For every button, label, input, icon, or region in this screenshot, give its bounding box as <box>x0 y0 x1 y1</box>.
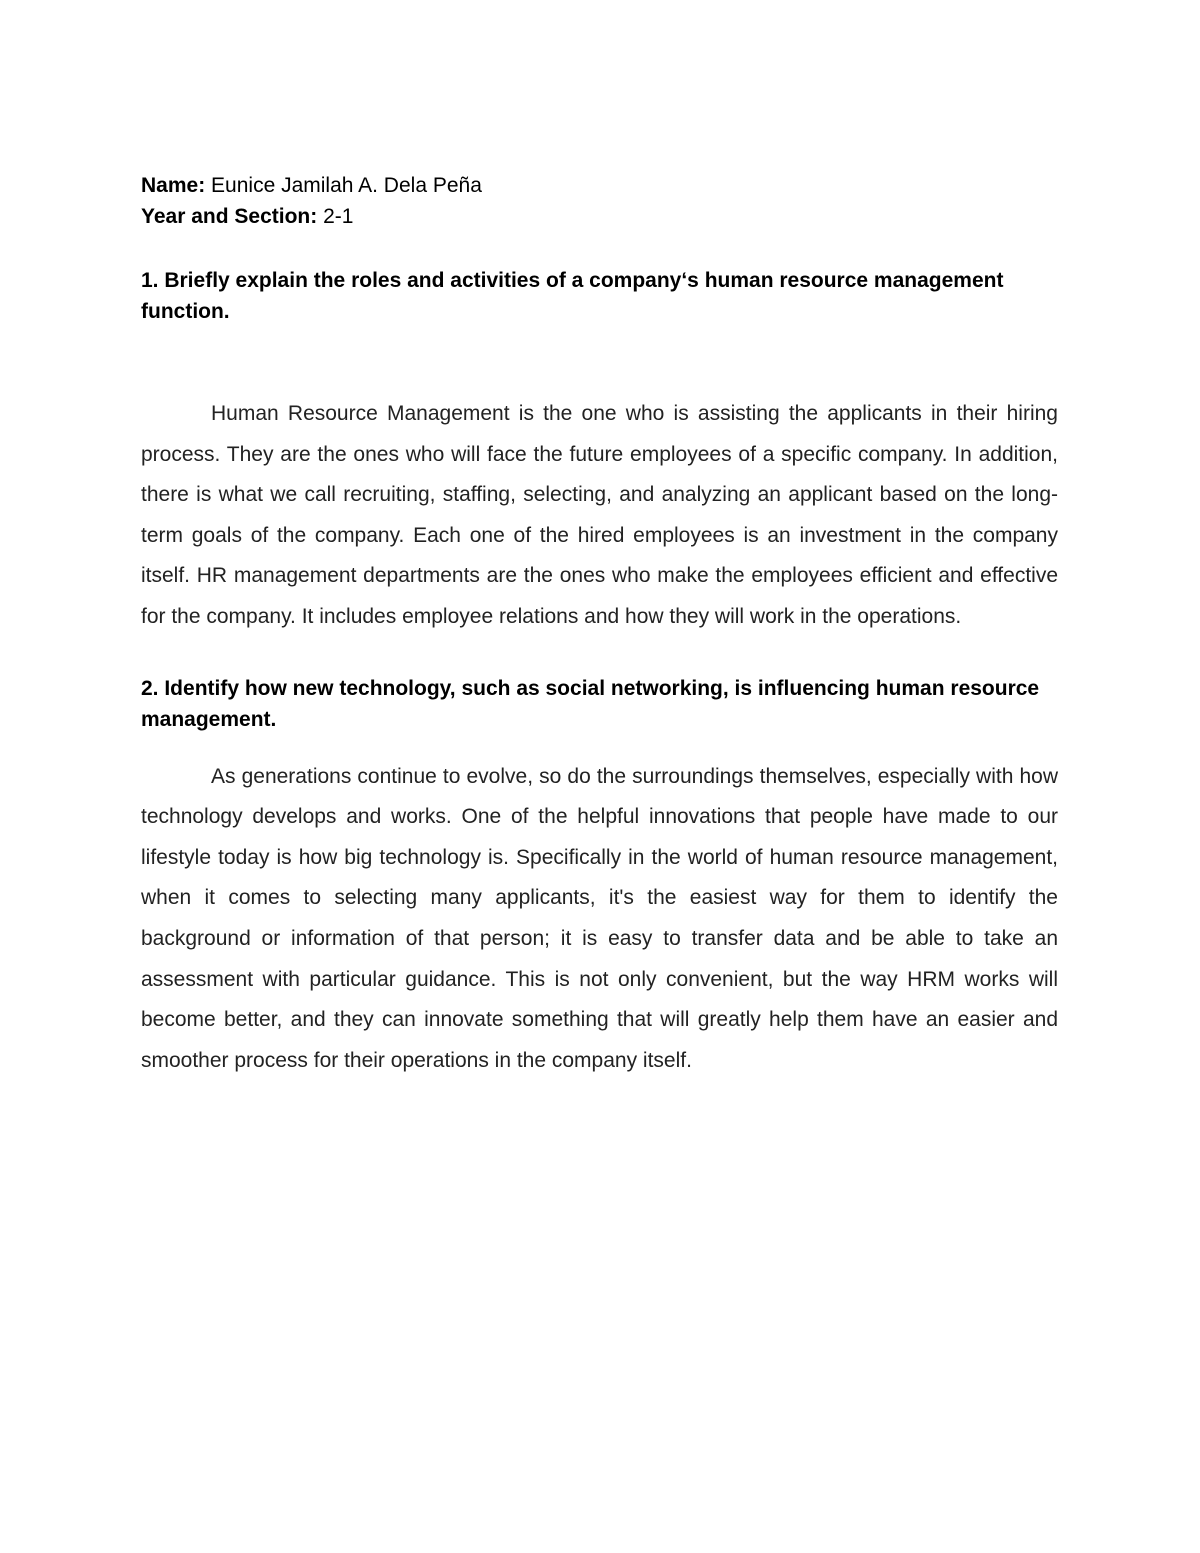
question-1: 1. Briefly explain the roles and activities of a company‘s human resource management function. <box>141 269 1004 323</box>
student-name-line <box>141 170 1058 201</box>
name-label: Name: <box>141 174 206 197</box>
document-body <box>141 170 1058 1081</box>
year-section-line <box>141 201 1058 232</box>
year-section-label: Year and Section: <box>141 205 318 228</box>
name-value: Eunice Jamilah A. Dela Peña <box>211 174 482 197</box>
year-section-value: 2-1 <box>323 205 354 228</box>
answer-2: As generations continue to evolve, so do the surroundings themselves, especially with how technology develops and works. One of the helpful innovations that people have made to our lifestyle today is how big technology is. Specifically in the world of human resource management, when it comes to selecting many applicants, it's the easiest way for them to identify the background or information of that person; it is easy to transfer data and be able to take an assessment with particular guidance. This is not only convenient, but the way HRM works will become better, and they can innovate something that will greatly help them have an easier and smoother process for their operations in the company itself. <box>141 764 1058 1072</box>
answer-1: Human Resource Management is the one who is assisting the applicants in their hiring process. They are the ones who will face the future employees of a specific company. In addition, there is what we call recruiting, staffing, selecting, and analyzing an applicant based on the long-term goals of the company. Each one of the hired employees is an investment in the company itself. HR management departments are the ones who make the employees efficient and effective for the company. It includes employee relations and how they will work in the operations. <box>141 402 1058 628</box>
question-2: 2. Identify how new technology, such as social networking, is influencing human resource management. <box>141 676 1040 731</box>
